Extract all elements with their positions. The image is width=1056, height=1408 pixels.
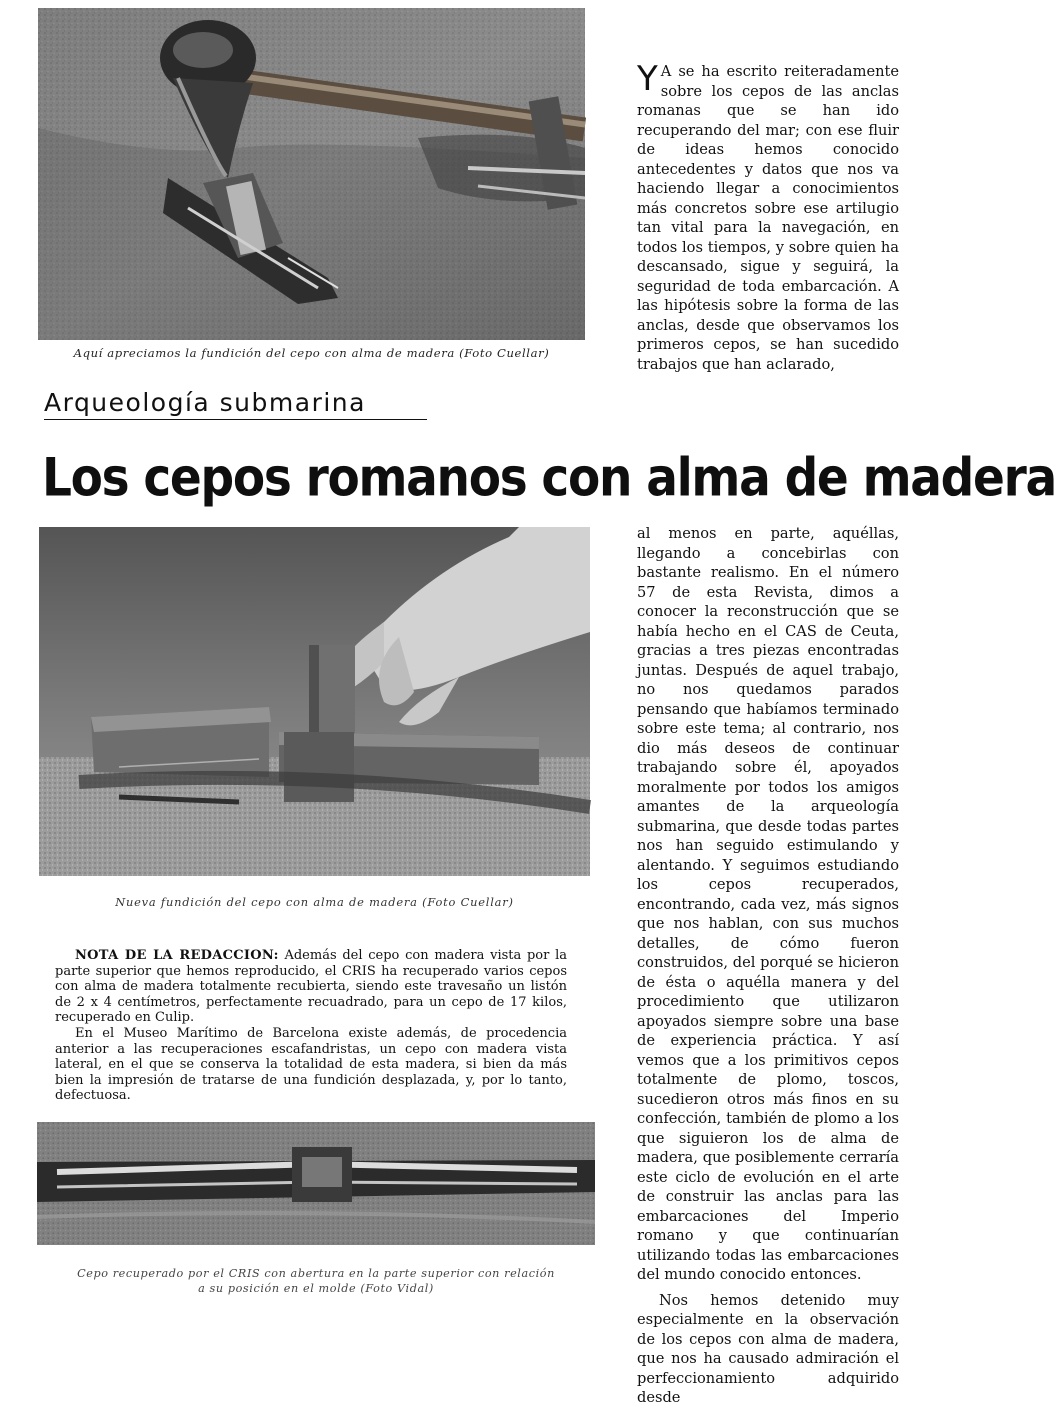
photo2-caption: Nueva fundición del cepo con alma de madera (Foto Cuellar): [115, 895, 514, 909]
page-title: Los cepos romanos con alma de madera: [42, 447, 1056, 509]
intro-text: [637, 59, 899, 374]
section-label: Arqueología submarina: [44, 388, 427, 420]
photo3-caption-line2: a su posición en el molde (Foto Vidal): [198, 1282, 434, 1295]
body-paragraph-1: al menos en parte, aquéllas, llegando a concebirlas con bastante realismo. En el número 57 de esta Revista, dimos a conocer la reconstrucción que se había hecho en el CAS de Ceuta, gracias a tres piezas encontradas juntas. Después de aquel trabajo, no nos quedamos parados pensando que habíamos terminado sobre este tema; al contrario, nos dio más deseos de continuar trabajando sobre él, apoyados moralmente por todos los amigos amantes de la arqueología submarina, que desde todas partes nos han seguido estimulando y alentando. Y seguimos estudiando los cepos recuperados, encontrando, cada vez, más signos que nos hablan, con sus muchos detalles, de cómo fueron construidos, del porqué se hicieron de ésta o aquélla manera y del procedimiento que utilizaron apoyados siempre sobre una base de experiencia práctica. Y así vemos que a los primitivos cepos totalmente de plomo, toscos, sucedieron otros más finos en su confección, también de plomo a los que siguieron los de alma de madera, que posiblemente cerraría este ciclo de evolución en el arte de construir las anclas para las embarcaciones del Imperio romano y que continuarían utilizando todas las embarcaciones del mundo conocido entonces.: [637, 525, 899, 1283]
photo3-caption: [37, 1266, 595, 1296]
intro-dropcap: Y: [637, 59, 658, 99]
photo3-caption-line1: Cepo recuperado por el CRIS con abertura en la parte superior con relación: [77, 1267, 555, 1280]
note-paragraph-1: Además del cepo con madera vista por la parte superior que hemos reproducido, el CRIS ha recuperado varios cepos con alma de madera totalmente recubierta, siendo este travesaño un listón de 2 x 4 centímetros, perfectamente recuadrado, para un cepo de 17 kilos, recuperado en Culip.: [55, 948, 567, 1026]
photo-recovered-stock: [37, 1122, 595, 1245]
intro-paragraph: A se ha escrito reiteradamente sobre los cepos de las anclas romanas que se han ido recuperando del mar; con ese fluir de ideas hemos conocido antecedentes y datos que nos va haciendo llegar a conocimientos más concretos sobre ese artilugio tan vital para la navegación, en todos los tiempos, y sobre quien ha descansado, sigue y seguirá, la seguridad de toda embarcación. A las hipótesis sobre la forma de las anclas, desde que observamos los primeros cepos, se han sucedido trabajos que han aclarado,: [637, 63, 899, 373]
photo-casting-ladle: [38, 8, 585, 340]
photo1-caption: Aquí apreciamos la fundición del cepo con alma de madera (Foto Cuellar): [73, 346, 550, 360]
main-column: [637, 524, 899, 1408]
editorial-note: [55, 948, 567, 1104]
photo-hand-mould: [39, 527, 590, 876]
note-label: NOTA DE LA REDACCION:: [75, 948, 279, 963]
note-paragraph-2: En el Museo Marítimo de Barcelona existe además, de procedencia anterior a las recuperaciones escafandristas, un cepo con madera vista lateral, en el que se conserva la totalidad de esta madera, si bien da más bien la impresión de tratarse de una fundición desplazada, y, por lo tanto, defectuosa.: [55, 1025, 567, 1104]
body-paragraph-2: Nos hemos detenido muy especialmente en la observación de los cepos con alma de madera, que nos ha causado admiración el perfeccionamiento adquirido desde: [637, 1291, 899, 1406]
